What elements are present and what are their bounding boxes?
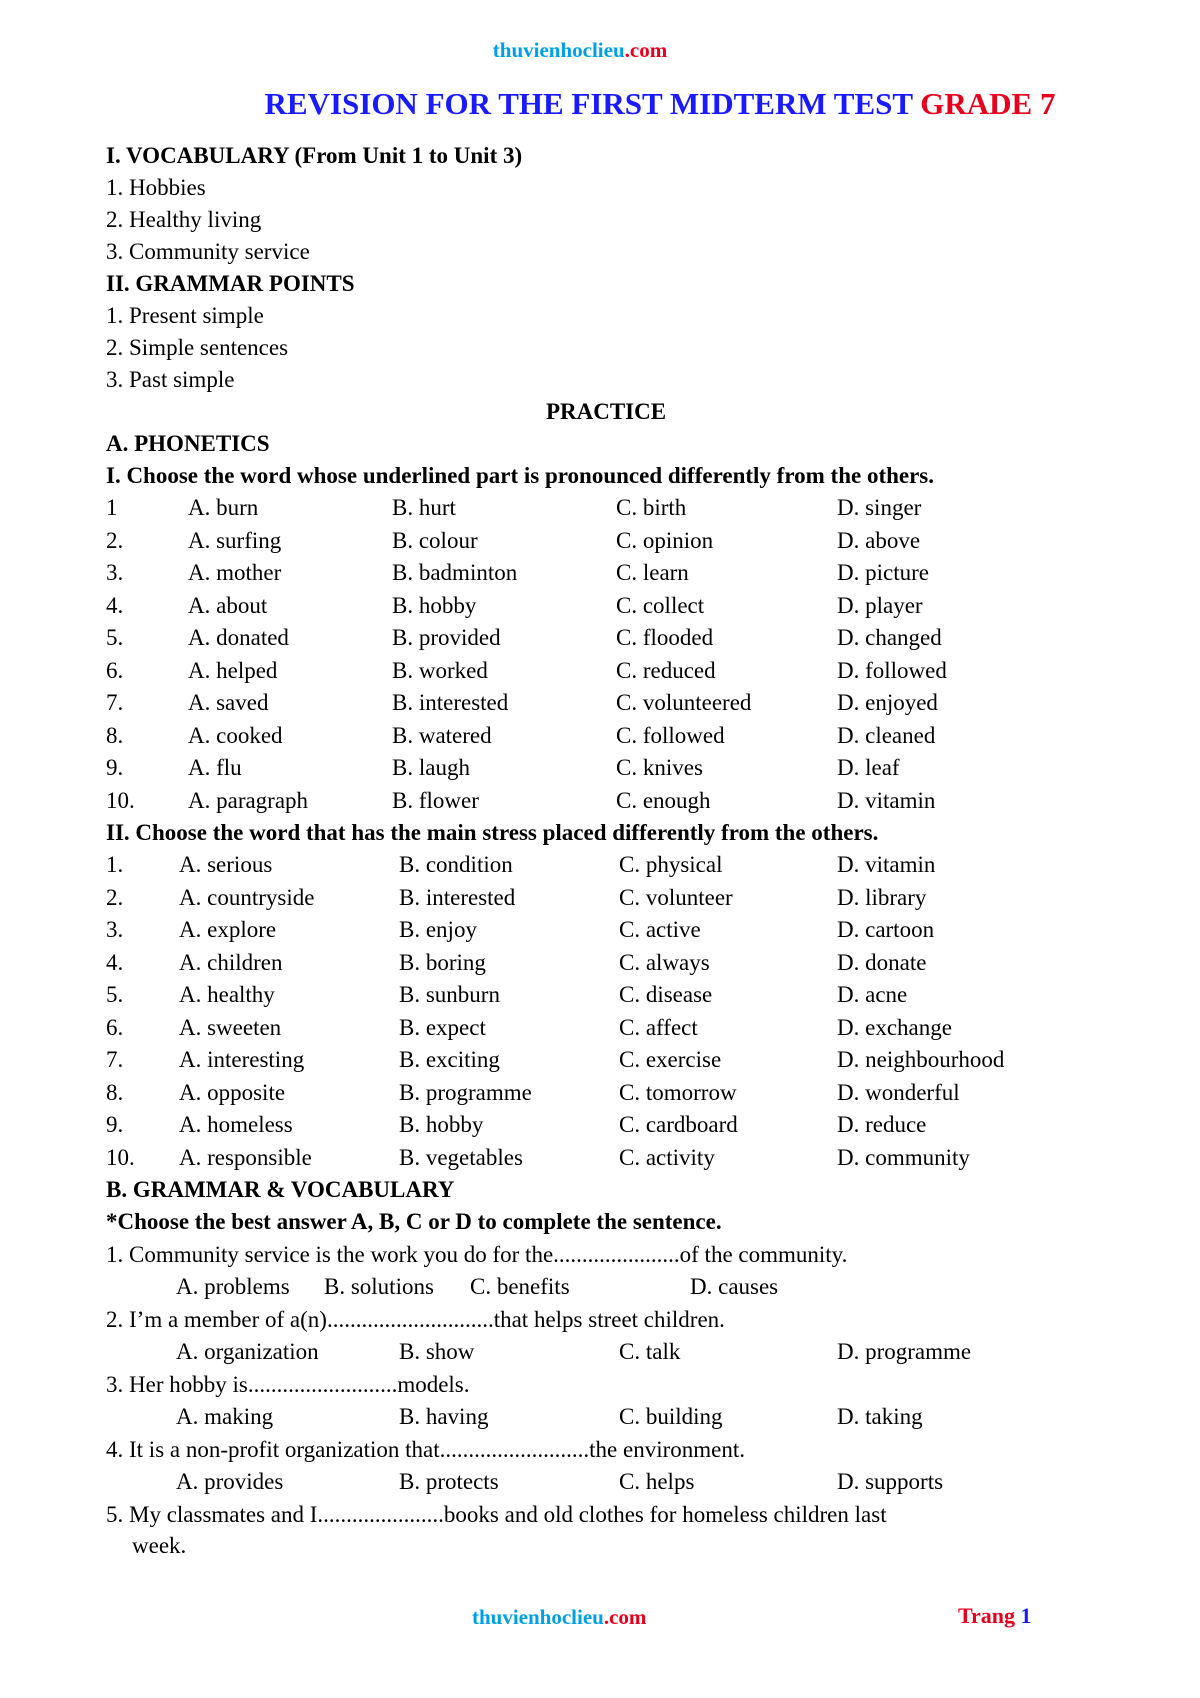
question-number: 2. <box>106 884 124 910</box>
answer-option-a[interactable]: A. problems <box>176 1274 290 1299</box>
answer-options <box>106 1466 1106 1498</box>
answer-option-a[interactable]: A. surfing <box>188 527 282 553</box>
question-number: 5. <box>106 982 124 1007</box>
title-grade: GRADE 7 <box>920 86 1056 121</box>
answer-option-d[interactable]: D. picture <box>837 560 929 585</box>
question-row <box>106 1044 1106 1077</box>
question-row <box>106 849 1106 882</box>
answer-options <box>106 1401 1106 1433</box>
answer-option-a[interactable]: A. explore <box>179 917 277 942</box>
answer-option-c[interactable]: C. activity <box>619 1144 715 1170</box>
answer-option-d[interactable]: D. supports <box>837 1469 944 1494</box>
answer-option-d[interactable]: D. programme <box>837 1339 972 1364</box>
answer-option-a[interactable]: A. making <box>176 1404 274 1429</box>
answer-option-a[interactable]: A. cooked <box>188 722 283 748</box>
question-row <box>106 720 1106 753</box>
answer-option-a[interactable]: A. saved <box>188 690 269 715</box>
question-row <box>106 1109 1106 1142</box>
answer-option-a[interactable]: A. countryside <box>179 884 315 910</box>
question-row <box>106 687 1106 720</box>
question-number: 9. <box>106 755 124 780</box>
site-name: thuvienhoclieu <box>492 38 625 62</box>
question-number: 5. <box>106 625 124 650</box>
question-text: 4. It is a non-profit organization that..........................the environment. <box>106 1437 745 1462</box>
answer-option-c[interactable]: C. exercise <box>619 1047 722 1072</box>
question-row <box>106 492 1106 525</box>
answer-option-a[interactable]: A. helped <box>188 657 278 683</box>
answer-option-d[interactable]: D. exchange <box>837 1014 952 1040</box>
answer-option-b[interactable]: B. laugh <box>392 755 470 780</box>
answer-option-d[interactable]: D. player <box>837 592 923 618</box>
answer-option-d[interactable]: D. wonderful <box>837 1079 960 1105</box>
answer-option-a[interactable]: A. opposite <box>179 1079 286 1105</box>
page-label: Trang <box>958 1603 1021 1628</box>
question-text: 2. I’m a member of a(n).............................that helps street children. <box>106 1307 725 1332</box>
answer-options <box>106 1271 1106 1303</box>
answer-option-d[interactable]: D. cartoon <box>837 917 935 942</box>
answer-option-d[interactable]: D. taking <box>837 1404 923 1429</box>
answer-option-a[interactable]: A. interesting <box>179 1047 305 1072</box>
answer-option-b[interactable]: B. programme <box>399 1079 532 1105</box>
phonetics-heading: A. PHONETICS <box>106 431 270 456</box>
question-text: 3. Her hobby is..........................models. <box>106 1372 470 1397</box>
answer-option-b[interactable]: B. badminton <box>392 560 518 585</box>
answer-option-c[interactable]: C. cardboard <box>619 1112 738 1137</box>
question-row <box>106 1012 1106 1045</box>
answer-options <box>106 1336 1106 1368</box>
answer-option-b[interactable]: B. hurt <box>392 495 456 520</box>
answer-option-a[interactable]: A. homeless <box>179 1112 293 1137</box>
answer-option-c[interactable]: C. birth <box>616 495 687 520</box>
answer-option-d[interactable]: D. above <box>837 527 921 553</box>
answer-option-b[interactable]: B. having <box>399 1404 489 1429</box>
footer-site-domain: .com <box>603 1605 647 1629</box>
answer-option-c[interactable]: C. volunteer <box>619 884 733 910</box>
question-row <box>106 622 1106 655</box>
answer-option-b[interactable]: B. hobby <box>392 592 477 618</box>
answer-option-b[interactable]: B. provided <box>392 625 501 650</box>
document-content <box>106 140 1106 1561</box>
answer-option-c[interactable]: C. volunteered <box>616 690 752 715</box>
question-row <box>106 785 1106 818</box>
question-number: 9. <box>106 1112 124 1137</box>
question-number: 4. <box>106 949 124 975</box>
multiple-choice-list <box>106 1238 1106 1498</box>
question-row <box>106 1077 1106 1110</box>
question-number: 2. <box>106 527 124 553</box>
answer-option-d[interactable]: D. neighbourhood <box>837 1047 1005 1072</box>
question-row <box>106 882 1106 915</box>
answer-option-d[interactable]: D. acne <box>837 982 908 1007</box>
question-number: 4. <box>106 592 124 618</box>
answer-option-a[interactable]: A. organization <box>176 1339 319 1364</box>
answer-option-c[interactable]: C. followed <box>616 722 725 748</box>
question-number: 3. <box>106 560 124 585</box>
answer-option-b[interactable]: B. exciting <box>399 1047 500 1072</box>
answer-option-a[interactable]: A. donated <box>188 625 289 650</box>
answer-option-c[interactable]: C. opinion <box>616 527 714 553</box>
pronunciation-question-list <box>106 492 1106 817</box>
question-number: 8. <box>106 1079 124 1105</box>
answer-option-d[interactable]: D. cleaned <box>837 722 936 748</box>
title-main: REVISION FOR THE FIRST MIDTERM TEST <box>264 86 921 121</box>
answer-option-d[interactable]: D. leaf <box>837 755 900 780</box>
answer-option-a[interactable]: A. sweeten <box>179 1014 282 1040</box>
answer-option-b[interactable]: B. hobby <box>399 1112 484 1137</box>
question-text-continued: week. <box>132 1533 187 1558</box>
grammar-heading: II. GRAMMAR POINTS <box>106 271 355 296</box>
vocabulary-item: 3. Community service <box>106 239 310 264</box>
question-text: 5. My classmates and I......................books and old clothes for homeless children last <box>106 1502 887 1527</box>
answer-option-a[interactable]: A. mother <box>188 560 282 585</box>
question-number: 6. <box>106 657 124 683</box>
phonetics-part2-instruction: II. Choose the word that has the main stress placed differently from the others. <box>106 820 879 845</box>
answer-option-b[interactable]: B. show <box>399 1339 475 1364</box>
answer-option-a[interactable]: A. burn <box>188 495 259 520</box>
question-number: 1. <box>106 852 124 877</box>
question-number: 10. <box>106 787 135 813</box>
page-title <box>0 86 1200 122</box>
question-number: 6. <box>106 1014 124 1040</box>
answer-option-d[interactable]: D. vitamin <box>837 852 936 877</box>
answer-option-c[interactable]: C. knives <box>616 755 703 780</box>
question-number: 10. <box>106 1144 135 1170</box>
answer-option-d[interactable]: D. singer <box>837 495 922 520</box>
phonetics-part1-instruction: I. Choose the word whose underlined part is pronounced differently from the others. <box>106 463 935 488</box>
answer-option-d[interactable]: D. reduce <box>837 1112 927 1137</box>
question-number: 7. <box>106 1047 124 1072</box>
question-number: 8. <box>106 722 124 748</box>
answer-option-a[interactable]: A. children <box>179 949 283 975</box>
answer-option-c[interactable]: C. learn <box>616 560 689 585</box>
answer-option-b[interactable]: B. worked <box>392 657 488 683</box>
answer-option-c[interactable]: C. flooded <box>616 625 714 650</box>
question-row <box>106 525 1106 558</box>
answer-option-c[interactable]: C. active <box>619 917 701 942</box>
question-row <box>106 1142 1106 1175</box>
answer-option-d[interactable]: D. enjoyed <box>837 690 938 715</box>
footer-site-name: thuvienhoclieu <box>472 1605 604 1629</box>
answer-option-b[interactable]: B. solutions <box>324 1274 434 1299</box>
answer-option-b[interactable]: B. interested <box>392 690 509 715</box>
answer-option-c[interactable]: C. building <box>619 1404 723 1429</box>
answer-option-c[interactable]: C. benefits <box>470 1274 570 1299</box>
answer-option-b[interactable]: B. protects <box>399 1469 499 1494</box>
grammar-item: 2. Simple sentences <box>106 335 289 360</box>
grammar-vocab-instruction: *Choose the best answer A, B, C or D to complete the sentence. <box>106 1209 722 1234</box>
answer-option-d[interactable]: D. donate <box>837 949 927 975</box>
question-row <box>106 655 1106 688</box>
answer-option-c[interactable]: C. collect <box>616 592 705 618</box>
answer-option-d[interactable]: D. causes <box>690 1274 779 1299</box>
answer-option-b[interactable]: B. flower <box>392 787 479 813</box>
grammar-vocab-heading: B. GRAMMAR & VOCABULARY <box>106 1177 455 1202</box>
vocabulary-heading: I. VOCABULARY (From Unit 1 to Unit 3) <box>106 143 523 168</box>
answer-option-a[interactable]: A. flu <box>188 755 242 780</box>
vocabulary-item: 1. Hobbies <box>106 175 206 200</box>
answer-option-b[interactable]: B. condition <box>399 852 513 877</box>
question-row <box>106 979 1106 1012</box>
stress-question-list <box>106 849 1106 1174</box>
site-header[interactable] <box>0 38 1160 63</box>
page-number <box>958 1603 1032 1629</box>
answer-option-d[interactable]: D. vitamin <box>837 787 936 813</box>
answer-option-b[interactable]: B. boring <box>399 949 486 975</box>
answer-option-a[interactable]: A. responsible <box>179 1144 312 1170</box>
question-number: 7. <box>106 690 124 715</box>
answer-option-c[interactable]: C. tomorrow <box>619 1079 737 1105</box>
answer-option-b[interactable]: B. interested <box>399 884 516 910</box>
vocabulary-item: 2. Healthy living <box>106 207 262 232</box>
question-row <box>106 947 1106 980</box>
answer-option-a[interactable]: A. serious <box>179 852 273 877</box>
answer-option-a[interactable]: A. about <box>188 592 268 618</box>
question-text: 1. Community service is the work you do for the......................of the community. <box>106 1242 848 1267</box>
question-row <box>106 557 1106 590</box>
answer-option-d[interactable]: D. community <box>837 1144 970 1170</box>
answer-option-b[interactable]: B. sunburn <box>399 982 500 1007</box>
grammar-item: 1. Present simple <box>106 303 264 328</box>
answer-option-c[interactable]: C. reduced <box>616 657 716 683</box>
answer-option-c[interactable]: C. helps <box>619 1469 695 1494</box>
answer-option-c[interactable]: C. disease <box>619 982 713 1007</box>
footer-site[interactable] <box>472 1605 646 1630</box>
answer-option-c[interactable]: C. affect <box>619 1014 698 1040</box>
answer-option-c[interactable]: C. enough <box>616 787 711 813</box>
answer-option-a[interactable]: A. paragraph <box>188 787 309 813</box>
answer-option-b[interactable]: B. watered <box>392 722 492 748</box>
answer-option-d[interactable]: D. library <box>837 884 927 910</box>
answer-option-d[interactable]: D. followed <box>837 657 947 683</box>
question-number: 3. <box>106 917 124 942</box>
answer-option-b[interactable]: B. colour <box>392 527 478 553</box>
question-row <box>106 914 1106 947</box>
practice-heading: PRACTICE <box>545 399 667 424</box>
site-domain: .com <box>624 38 668 62</box>
answer-option-a[interactable]: A. healthy <box>179 982 275 1007</box>
answer-option-d[interactable]: D. changed <box>837 625 942 650</box>
grammar-item: 3. Past simple <box>106 367 235 392</box>
answer-option-b[interactable]: B. expect <box>399 1014 486 1040</box>
page-number-value: 1 <box>1020 1603 1032 1628</box>
answer-option-b[interactable]: B. vegetables <box>399 1144 523 1170</box>
question-number: 1 <box>106 495 118 520</box>
question-row <box>106 752 1106 785</box>
answer-option-b[interactable]: B. enjoy <box>399 917 477 942</box>
answer-option-c[interactable]: C. talk <box>619 1339 681 1364</box>
answer-option-c[interactable]: C. physical <box>619 852 723 877</box>
answer-option-a[interactable]: A. provides <box>176 1469 284 1494</box>
answer-option-c[interactable]: C. always <box>619 949 710 975</box>
question-row <box>106 590 1106 623</box>
